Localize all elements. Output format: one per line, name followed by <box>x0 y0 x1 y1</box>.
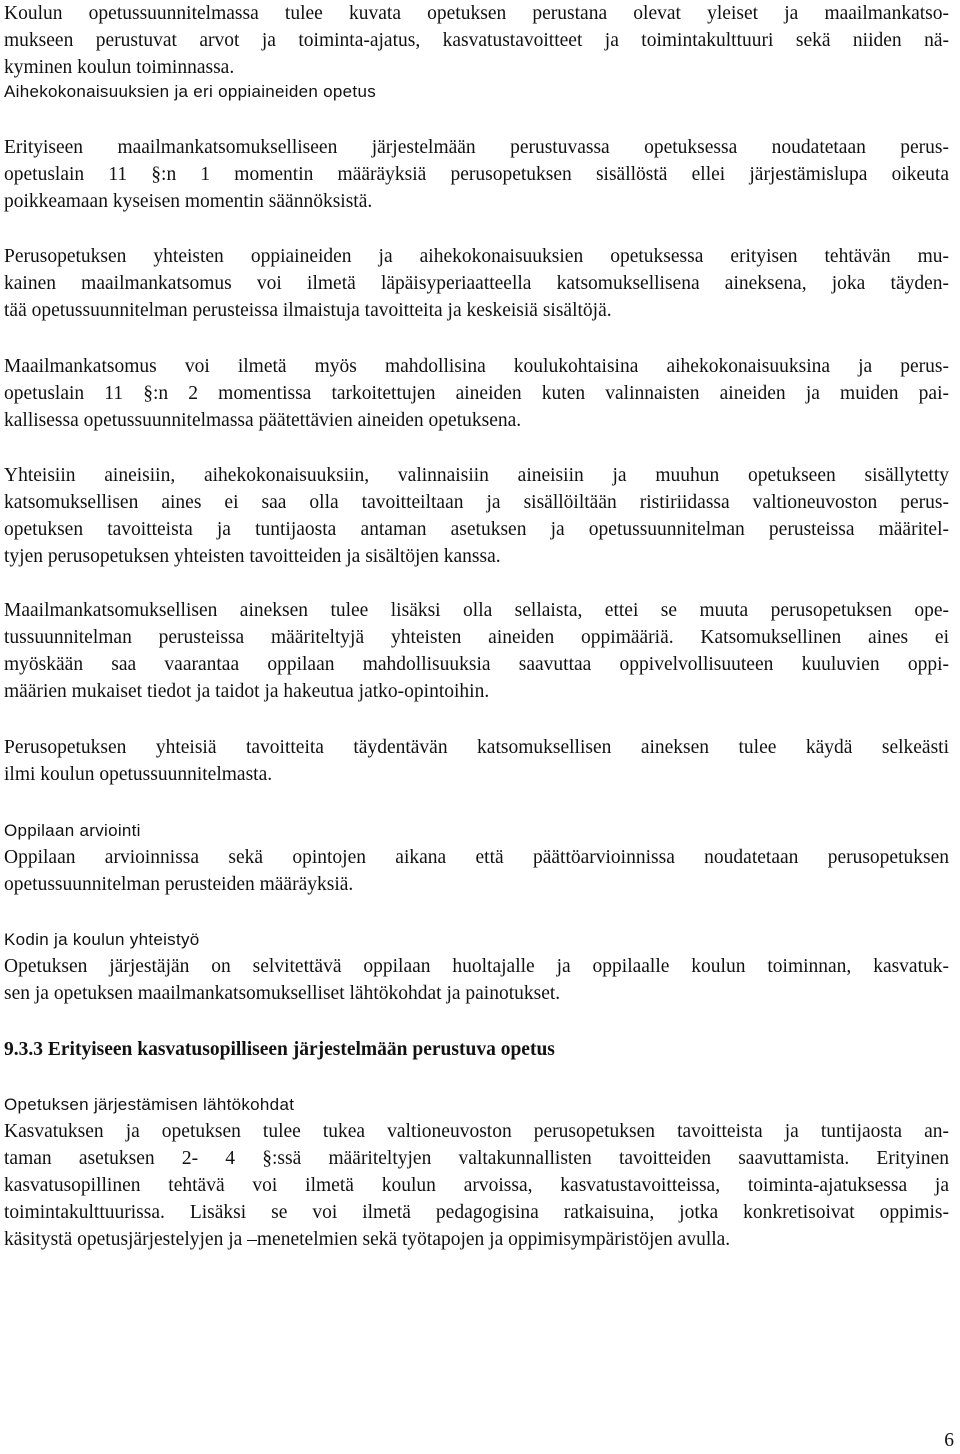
text-line: Perusopetuksen yhteisten oppiaineiden ja aihekokonaisuuksien opetuksessa erityisen tehtävän mu- <box>4 246 949 267</box>
page-number: 6 <box>944 1430 954 1451</box>
paragraph-4 <box>4 462 949 570</box>
text-line: kallisessa opetussuunnitelmassa päätettävien aineiden opetuksena. <box>4 410 522 431</box>
text-line: Maailmankatsomuksellisen aineksen tulee lisäksi olla sellaista, ettei se muuta perusopetuksen ope- <box>4 600 949 621</box>
text-line: Yhteisiin aineisiin, aihekokonaisuuksiin, valinnaisiin aineisiin ja muuhun opetukseen sisällytetty <box>4 465 949 486</box>
text-line: Perusopetuksen yhteisiä tavoitteita täydentävän katsomuksellisen aineksen tulee käydä selkeästi <box>4 737 949 758</box>
paragraph-9 <box>4 1118 949 1253</box>
text-line: sen ja opetuksen maailmankatsomukselliset lähtökohdat ja painotukset. <box>4 983 561 1004</box>
text-line: toimintakulttuurissa. Lisäksi se voi ilmetä pedagogisina ratkaisuina, jotka konkretisoivat oppimis- <box>4 1202 949 1223</box>
subheading-kodin-yhteistyo: Kodin ja koulun yhteistyö <box>4 930 200 949</box>
paragraph-8 <box>4 953 949 1007</box>
text-line: kyminen koulun toiminnassa. <box>4 57 235 78</box>
paragraph-2 <box>4 243 949 324</box>
text-line: taman asetuksen 2- 4 §:ssä määriteltyjen valtakunnallisten tavoitteiden saavuttamista. Erityinen <box>4 1148 949 1169</box>
subheading-aihekokonaisuudet: Aihekokonaisuuksien ja eri oppiaineiden opetus <box>4 82 376 101</box>
text-line: Erityiseen maailmankatsomukselliseen järjestelmään perustuvassa opetuksessa noudatetaan perus- <box>4 137 949 158</box>
text-line: Koulun opetussuunnitelmassa tulee kuvata opetuksen perustana olevat yleiset ja maailmankatso- <box>4 3 949 24</box>
paragraph-3 <box>4 353 949 434</box>
text-line: kasvatusopillinen tehtävä voi ilmetä koulun arvoissa, kasvatustavoitteissa, toiminta-ajatuksessa ja <box>4 1175 949 1196</box>
text-line: ilmi koulun opetussuunnitelmasta. <box>4 764 273 785</box>
text-line: mukseen perustuvat arvot ja toiminta-ajatus, kasvatustavoitteet ja toimintakulttuuri sekä niiden nä- <box>4 30 949 51</box>
text-line: katsomuksellisen aines ei saa olla tavoitteiltaan ja sisällöiltään ristiriidassa valtioneuvoston perus- <box>4 492 949 513</box>
text-line: opetuslain 11 §:n 2 momentissa tarkoitettujen aineiden kuten valinnaisten aineiden ja muiden pai- <box>4 383 949 404</box>
paragraph-6 <box>4 734 949 788</box>
section-heading: 9.3.3 Erityiseen kasvatusopilliseen järjestelmään perustuva opetus <box>4 1039 555 1060</box>
intro-paragraph <box>4 0 949 81</box>
text-line: käsitystä opetusjärjestelyjen ja –menetelmien sekä työtapojen ja oppimisympäristöjen avulla. <box>4 1229 731 1250</box>
text-line: myöskään saa vaarantaa oppilaan mahdollisuuksia saavuttaa oppivelvollisuuteen kuuluvien oppi- <box>4 654 949 675</box>
paragraph-7 <box>4 844 949 898</box>
text-line: tyjen perusopetuksen yhteisten tavoitteiden ja sisältöjen kanssa. <box>4 546 501 567</box>
text-line: Oppilaan arvioinnissa sekä opintojen aikana että päättöarvioinnissa noudatetaan perusopetuksen <box>4 847 949 868</box>
text-line: Maailmankatsomus voi ilmetä myös mahdollisina koulukohtaisina aihekokonaisuuksina ja perus- <box>4 356 949 377</box>
text-line: määrien mukaiset tiedot ja taidot ja hakeutua jatko-opintoihin. <box>4 681 490 702</box>
text-line: kainen maailmankatsomus voi ilmetä läpäisyperiaatteella katsomuksellisena aineksena, joka täyden- <box>4 273 949 294</box>
text-line: Opetuksen järjestäjän on selvitettävä oppilaan huoltajalle ja oppilaalle koulun toiminnan, kasvatuk- <box>4 956 949 977</box>
text-line: opetuksen tavoitteista ja tuntijaosta antaman asetuksen ja opetussuunnitelman perusteissa määritel- <box>4 519 949 540</box>
text-line: tussuunnitelman perusteissa määriteltyjä yhteisten aineiden oppimääriä. Katsomuksellinen aines ei <box>4 627 949 648</box>
paragraph-5 <box>4 597 949 705</box>
text-line: poikkeamaan kyseisen momentin säännöksistä. <box>4 191 373 212</box>
subheading-arviointi: Oppilaan arviointi <box>4 821 141 840</box>
paragraph-1 <box>4 134 949 215</box>
text-line: opetuslain 11 §:n 1 momentin määräyksiä perusopetuksen sisällöstä ellei järjestämislupa oikeuta <box>4 164 949 185</box>
text-line: tää opetussuunnitelman perusteissa ilmaistuja tavoitteita ja keskeisiä sisältöjä. <box>4 300 612 321</box>
text-line: Kasvatuksen ja opetuksen tulee tukea valtioneuvoston perusopetuksen tavoitteista ja tuntijaosta an- <box>4 1121 949 1142</box>
text-line: opetussuunnitelman perusteiden määräyksiä. <box>4 874 354 895</box>
subheading-lahtokohdat: Opetuksen järjestämisen lähtökohdat <box>4 1095 295 1114</box>
